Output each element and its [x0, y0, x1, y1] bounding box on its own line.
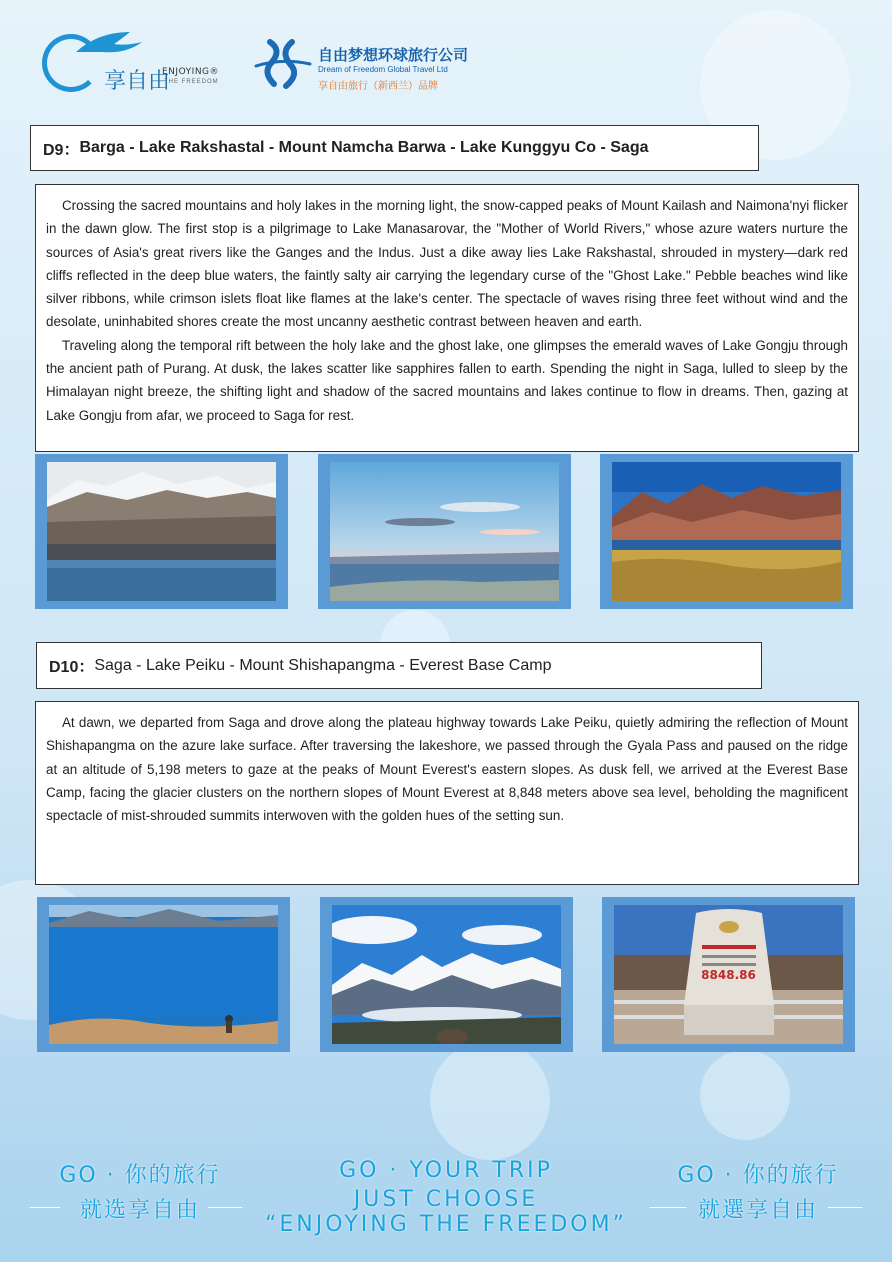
slogan-left-line2: 就选享自由 [79, 1198, 200, 1223]
d9-photo-red-mountains [600, 454, 853, 609]
d9-paragraph-1: Crossing the sacred mountains and holy lakes in the morning light, the snow-capped peaks of Mount Kailash and Naimona'nyi flicker in the dawn glow. The first stop is a pilgrimage to Lake Manasarovar, the "Mother of World Rivers," whose azure waters nurture the sources of Asia's great rivers like the Ganges and the Indus. Just a dike away lies Lake Rakshastal, shrouded in mystery—dark red cliffs reflected in the deep blue waters, the faintly salty air carrying the legendary curse of the "Ghost Lake." Pebble beaches wind like silver ribbons, while crimson islets float like flames at the lake's center. The spectacle of waves rising three feet without wind and the desolate, uninhabited shores create the most uncanny aesthetic contrast between heaven and earth. [46, 198, 848, 330]
monument-number: 8848.86 [701, 967, 756, 982]
slogan-center-line3: “ENJOYING THE FREEDOM” [264, 1212, 628, 1237]
d10-photo-everest-monument [602, 897, 855, 1052]
logo-en: ENJOYING® [162, 67, 220, 77]
slogan-right-line2: 就選享自由 [697, 1198, 818, 1223]
d10-paragraph-1: At dawn, we departed from Saga and drove along the plateau highway towards Lake Peiku, quietly admiring the reflection of Mount Shishapangma on the azure lake surface. After traversing the lakeshore, we passed through the Gyala Pass and paused on the ridge at an altitude of 5,198 meters to gaze at the peaks of Mount Everest's eastern slopes. As dusk fell, we arrived at the Everest Base Camp, facing the glacier clusters on the northern slopes of Mount Everest at 8,848 meters above sea level, beholding the magnificent spectacle of mist-shrouded summits interwoven with the golden hues of the setting sun. [46, 715, 848, 824]
logo-cn: 享自由 [104, 69, 171, 94]
enjoying-freedom-logo [40, 30, 240, 100]
d10-day: D10： [49, 659, 95, 676]
d10-description [35, 701, 859, 885]
d10-route: Saga - Lake Peiku - Mount Shishapangma - Everest Base Camp [94, 656, 552, 674]
d9-route: Barga - Lake Rakshastal - Mount Namcha Barwa - Lake Kunggyu Co - Saga [79, 139, 649, 156]
slogan-right [658, 1158, 858, 1224]
d9-description [35, 184, 859, 452]
d9-day: D9： [43, 141, 80, 159]
logo-en2: THE FREEDOM [164, 79, 219, 85]
dream-of-freedom-logo [252, 36, 492, 96]
d10-photo-lake-peiku [37, 897, 290, 1052]
slogan-center-line2: JUST CHOOSE [353, 1187, 539, 1212]
divider [828, 1207, 862, 1208]
slogan-left [40, 1158, 240, 1224]
slogan-center [246, 1158, 646, 1237]
divider [30, 1207, 60, 1208]
d9-title [30, 125, 759, 171]
company-brand-cn: 享自由旅行（新西兰）品牌 [318, 81, 438, 92]
d10-photo-shishapangma [320, 897, 573, 1052]
d9-photo-snow-mountain-lake [35, 454, 288, 609]
company-name-cn: 自由梦想环球旅行公司 [318, 46, 469, 64]
slogan-right-line1: GO · 你的旅行 [677, 1163, 839, 1188]
divider [208, 1207, 242, 1208]
slogan-center-line1: GO · YOUR TRIP [339, 1158, 553, 1183]
bg-bubble [700, 1050, 790, 1140]
company-mark-icon [252, 36, 314, 92]
bg-bubble [430, 1040, 550, 1160]
divider [650, 1207, 686, 1208]
d10-title [36, 642, 762, 689]
manta-ray-icon [68, 30, 146, 60]
slogan-left-line1: GO · 你的旅行 [59, 1163, 221, 1188]
d9-photo-lake-sunset [318, 454, 571, 609]
company-name-en: Dream of Freedom Global Travel Ltd [318, 65, 448, 74]
d9-paragraph-2: Traveling along the temporal rift between the holy lake and the ghost lake, one glimpses the emerald waves of Lake Gongju through the ancient path of Purang. At dusk, the lakes scatter like sapphires fallen to earth. Spending the night in Saga, lulled to sleep by the Himalayan night breeze, the shifting light and shadow of the sacred mountains and lakes continue to flow in dreams. Then, gazing at Lake Gongju from afar, we proceed to Saga for rest. [46, 337, 848, 423]
